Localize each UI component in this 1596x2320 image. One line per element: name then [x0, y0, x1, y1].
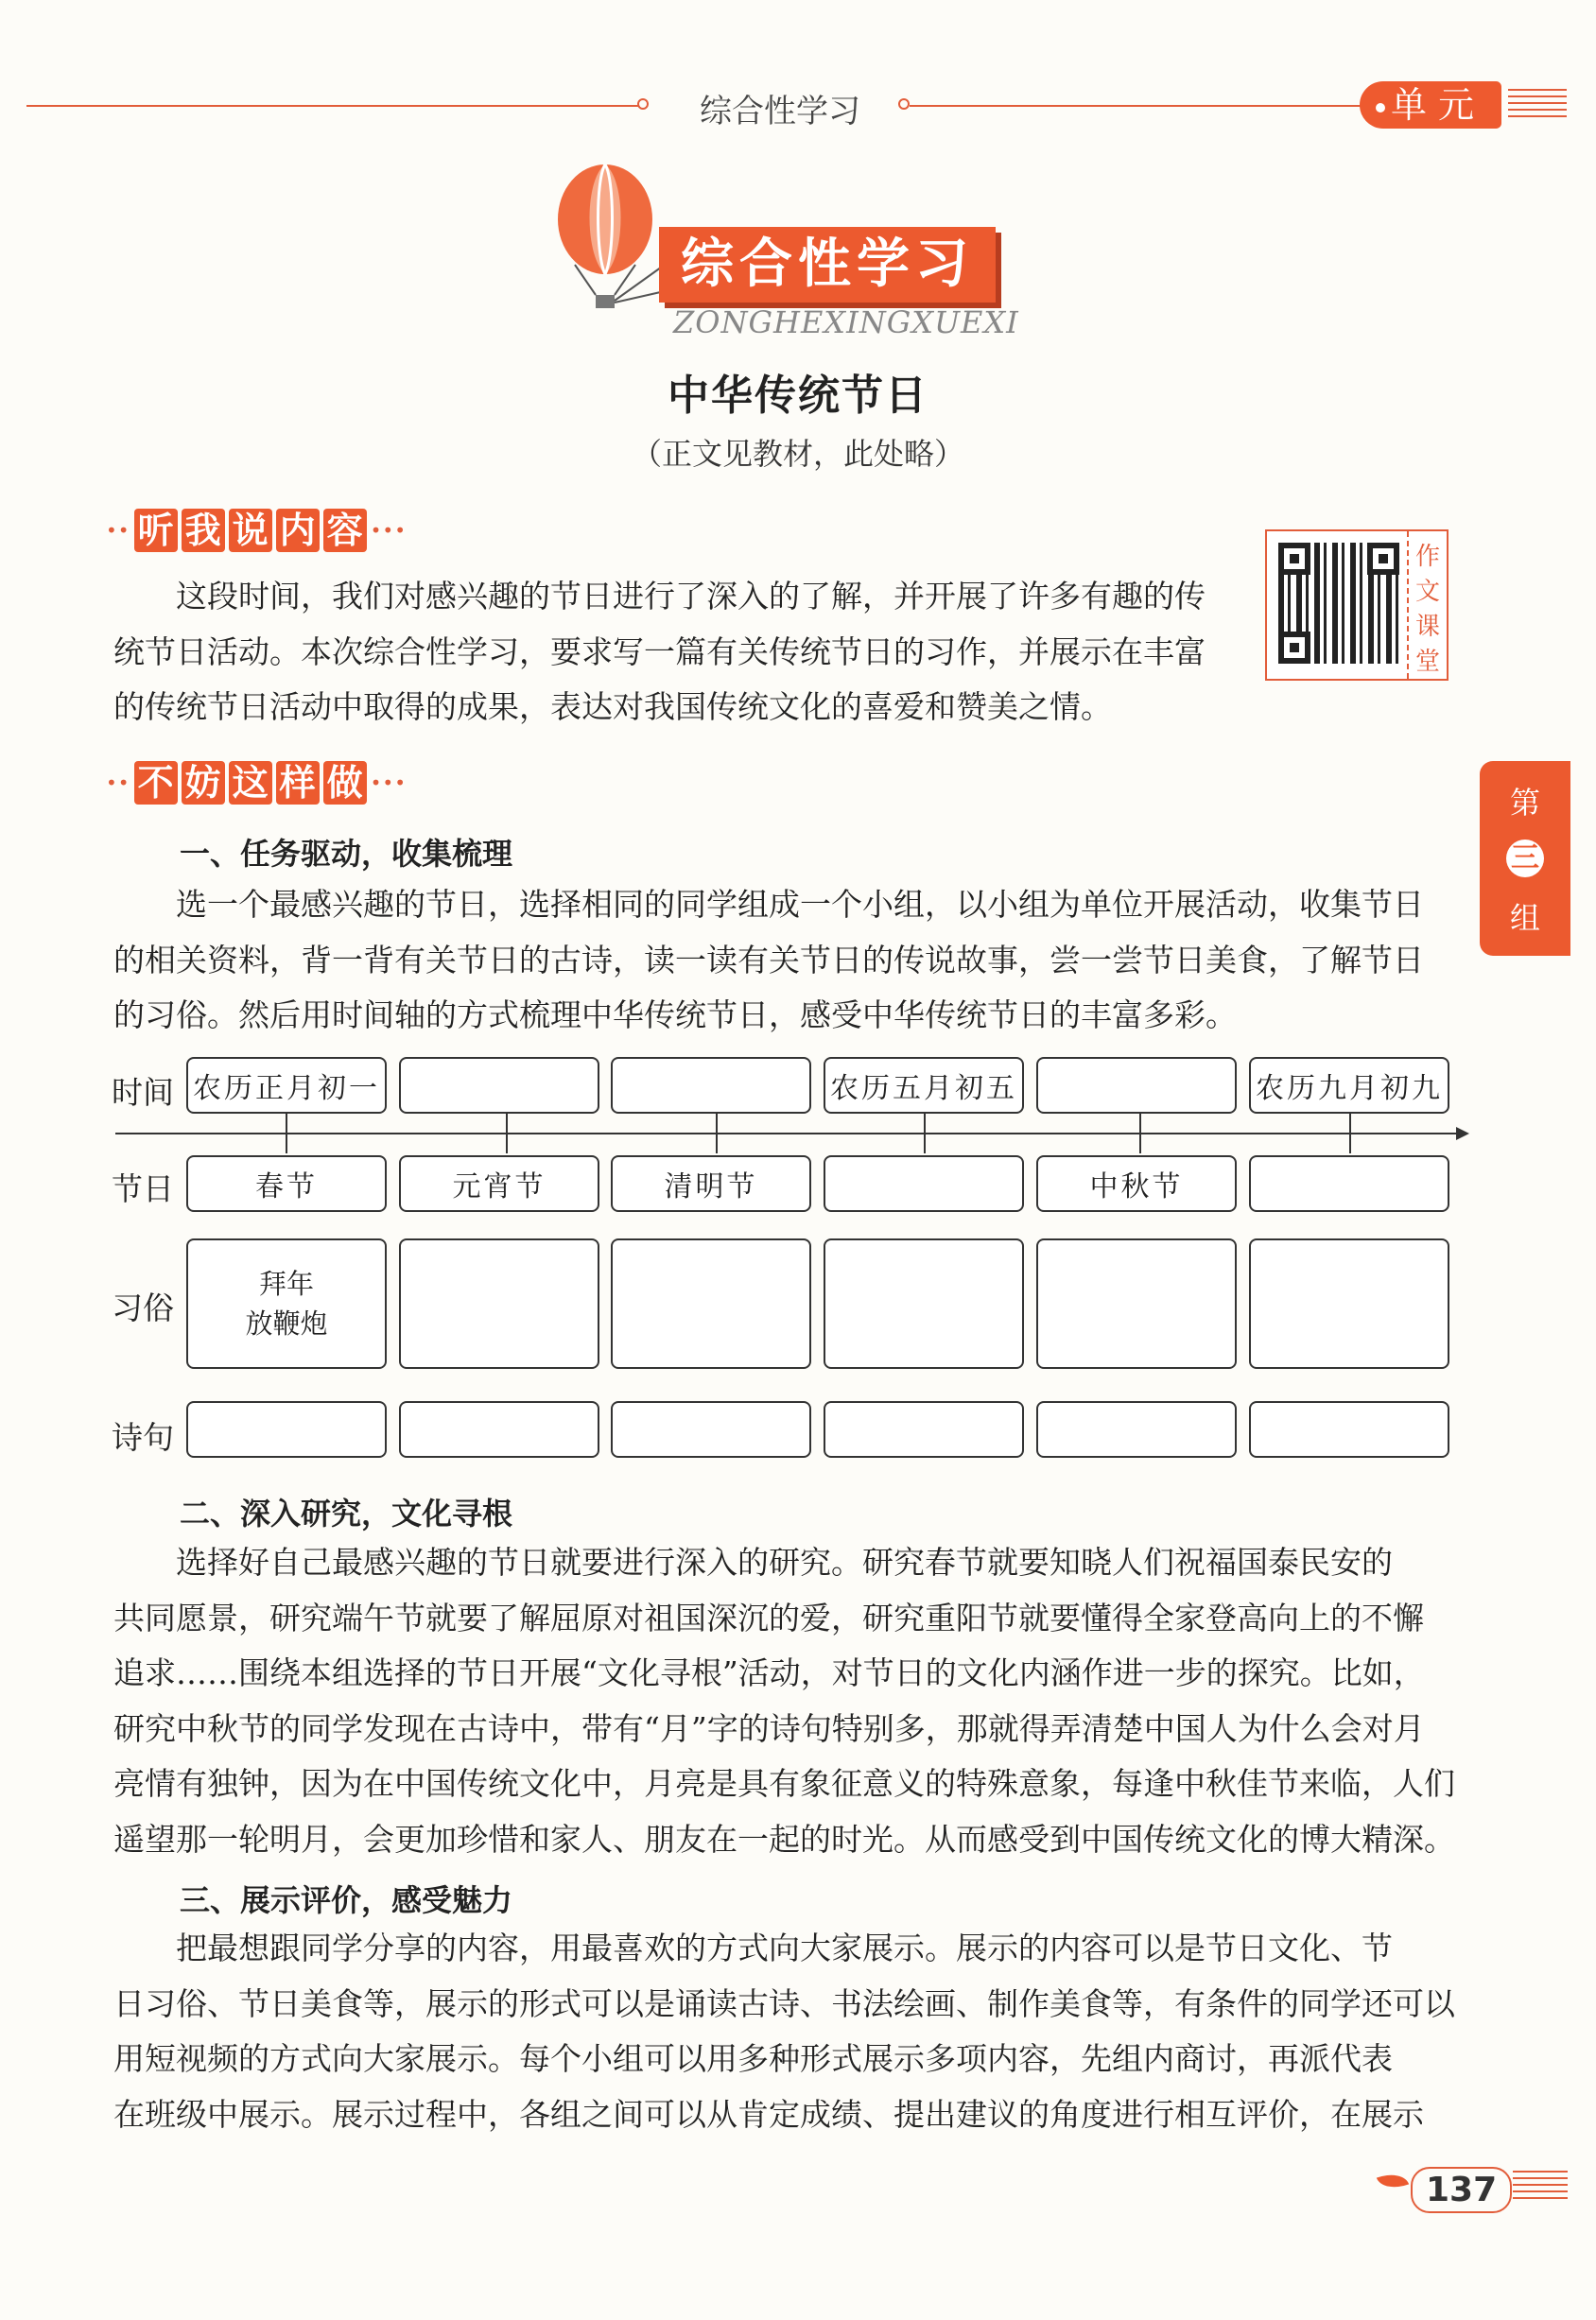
subsection1-paragraph — [113, 877, 1456, 1044]
timeline-arrow-icon — [1456, 1127, 1469, 1140]
row-label-festival: 节日 — [112, 1170, 174, 1207]
custom-cell[interactable] — [186, 1238, 387, 1369]
time-cell[interactable] — [1036, 1057, 1237, 1114]
para-line: 亮情有独钟，因为在中国传统文化中，月亮是具有象征意义的特殊意象，每逢中秋佳节来临，人们 — [113, 1765, 1455, 1802]
time-cell[interactable] — [611, 1057, 811, 1114]
festival-cell[interactable] — [1249, 1155, 1449, 1212]
para-line: 选择好自己最感兴趣的节日就要进行深入的研究。研究春节就要知晓人们祝福国泰民安的 — [176, 1544, 1393, 1581]
subsection3-paragraph — [113, 1921, 1456, 2142]
festival-cell[interactable]: 元宵节 — [399, 1155, 599, 1212]
para-line: 研究中秋节的同学发现在古诗中，带有“月”字的诗句特别多，那就得弄清楚中国人为什么会对月 — [113, 1709, 1425, 1747]
custom-cell[interactable] — [611, 1238, 811, 1369]
para-line: 统节日活动。本次综合性学习，要求写一篇有关传统节日的习作，并展示在丰富 — [113, 632, 1206, 670]
tag-dots-right: ••• — [370, 519, 407, 542]
banner-pinyin: ZONGHEXINGXUEXI — [673, 304, 1019, 340]
custom-cell[interactable] — [399, 1238, 599, 1369]
tag-char: 妨 — [182, 761, 225, 805]
poem-cell[interactable] — [186, 1401, 387, 1458]
para-line: 共同愿景，研究端午节就要了解屈原对祖国深沉的爱，研究重阳节就要懂得全家登高向上的不懈 — [113, 1599, 1424, 1636]
header-section-title: 综合性学习 — [700, 93, 860, 130]
para-line: 的相关资料，背一背有关节日的古诗，读一读有关节日的传说故事，尝一尝节日美食，了解节日 — [113, 941, 1424, 978]
banner-title: 综合性学习 — [659, 227, 996, 303]
header-rule-dot-right — [898, 98, 910, 110]
tag-char: 不 — [134, 761, 178, 805]
header-hatch-decoration — [1508, 89, 1567, 121]
festival-cell[interactable]: 清明节 — [611, 1155, 811, 1212]
festival-cell[interactable]: 中秋节 — [1036, 1155, 1237, 1212]
tag-char: 内 — [276, 509, 320, 552]
qr-label-char: 堂 — [1414, 648, 1440, 676]
header-rule-dot-left — [637, 98, 649, 110]
tag-char: 这 — [229, 761, 272, 805]
poem-cell[interactable] — [611, 1401, 811, 1458]
tag-char: 听 — [134, 509, 178, 552]
timeline-axis — [115, 1133, 1458, 1134]
row-label-time: 时间 — [112, 1074, 174, 1111]
badge-dot-icon — [1376, 103, 1385, 113]
footer-hatch-decoration — [1513, 2171, 1568, 2203]
side-tab-number: 三 — [1506, 840, 1544, 877]
row-label-poem: 诗句 — [112, 1419, 174, 1456]
para-line: 这段时间，我们对感兴趣的节日进行了深入的了解，并开展了许多有趣的传 — [176, 578, 1206, 615]
custom-item: 放鞭炮 — [245, 1307, 328, 1340]
para-line: 用短视频的方式向大家展示。每个小组可以用多种形式展示多项内容，先组内商讨，再派代表 — [113, 2040, 1393, 2077]
tag-char: 我 — [182, 509, 225, 552]
subheading-2: 二、深入研究，文化寻根 — [180, 1496, 513, 1532]
para-line: 把最想跟同学分享的内容，用最喜欢的方式向大家展示。展示的内容可以是节日文化、节 — [176, 1930, 1393, 1966]
tag-dots-left: •• — [106, 519, 130, 542]
subheading-1: 一、任务驱动，收集梳理 — [180, 836, 513, 872]
qr-label-char: 文 — [1414, 578, 1440, 606]
timeline-tick — [1139, 1114, 1141, 1153]
page-number: 137 — [1411, 2167, 1512, 2213]
para-line: 追求……围绕本组选择的节日开展“文化寻根”活动，对节日的文化内涵作进一步的探究。比如， — [113, 1654, 1425, 1691]
time-cell[interactable] — [399, 1057, 599, 1114]
tag-char: 样 — [276, 761, 320, 805]
side-tab-bottom: 组 — [1509, 900, 1540, 936]
qr-code-panel[interactable] — [1265, 529, 1449, 681]
lesson-title: 中华传统节日 — [668, 372, 928, 420]
poem-cell[interactable] — [399, 1401, 599, 1458]
tag-dots-right: ••• — [370, 771, 407, 794]
custom-cell[interactable] — [1249, 1238, 1449, 1369]
time-cell[interactable]: 农历九月初九 — [1249, 1057, 1449, 1114]
tag-char: 说 — [229, 509, 272, 552]
festival-cell[interactable]: 春节 — [186, 1155, 387, 1212]
custom-item: 拜年 — [258, 1268, 314, 1300]
custom-cell[interactable] — [824, 1238, 1024, 1369]
unit-badge-label: 单元 — [1390, 84, 1485, 126]
subsection2-paragraph — [113, 1535, 1456, 1867]
subheading-3: 三、展示评价，感受魅力 — [180, 1882, 513, 1918]
side-tab-top: 第 — [1509, 785, 1540, 821]
qr-label — [1407, 531, 1447, 679]
section-tag-try — [106, 761, 407, 805]
tag-char: 做 — [323, 761, 367, 805]
para-line: 的传统节日活动中取得的成果，表达对我国传统文化的喜爱和赞美之情。 — [113, 688, 1112, 725]
tag-char: 容 — [323, 509, 367, 552]
poem-cell[interactable] — [1036, 1401, 1237, 1458]
row-label-custom: 习俗 — [112, 1290, 174, 1326]
qr-code-icon[interactable] — [1278, 543, 1399, 664]
festival-cell[interactable] — [824, 1155, 1024, 1212]
para-line: 遥望那一轮明月，会更加珍惜和家人、朋友在一起的时光。从而感受到中国传统文化的博大精深。 — [113, 1820, 1455, 1858]
poem-cell[interactable] — [1249, 1401, 1449, 1458]
qr-label-char: 作 — [1414, 543, 1440, 571]
qr-label-char: 课 — [1414, 613, 1440, 641]
section1-paragraph — [113, 569, 1258, 736]
unit-side-tab — [1480, 761, 1570, 956]
time-cell[interactable]: 农历正月初一 — [186, 1057, 387, 1114]
timeline-tick — [286, 1114, 287, 1153]
timeline-tick — [924, 1114, 926, 1153]
poem-cell[interactable] — [824, 1401, 1024, 1458]
leaf-icon — [1377, 2168, 1409, 2193]
para-line: 日习俗、节日美食等，展示的形式可以是诵读古诗、书法绘画、制作美食等，有条件的同学还可以 — [113, 1984, 1455, 2022]
para-line: 的习俗。然后用时间轴的方式梳理中华传统节日，感受中华传统节日的丰富多彩。 — [113, 996, 1237, 1033]
para-line: 在班级中展示。展示过程中，各组之间可以从肯定成绩、提出建议的角度进行相互评价，在展示 — [113, 2095, 1424, 2133]
section-tag-listen — [106, 509, 407, 552]
para-line: 选一个最感兴趣的节日，选择相同的同学组成一个小组，以小组为单位开展活动，收集节日 — [176, 886, 1424, 923]
unit-badge — [1360, 81, 1501, 129]
timeline-tick — [506, 1114, 508, 1153]
lesson-note: （正文见教材，此处略） — [631, 436, 964, 472]
tag-dots-left: •• — [106, 771, 130, 794]
header-rule-left — [26, 105, 643, 107]
header-rule-right — [910, 105, 1363, 107]
timeline-tick — [716, 1114, 718, 1153]
custom-cell[interactable] — [1036, 1238, 1237, 1369]
time-cell[interactable]: 农历五月初五 — [824, 1057, 1024, 1114]
timeline-tick — [1349, 1114, 1351, 1153]
